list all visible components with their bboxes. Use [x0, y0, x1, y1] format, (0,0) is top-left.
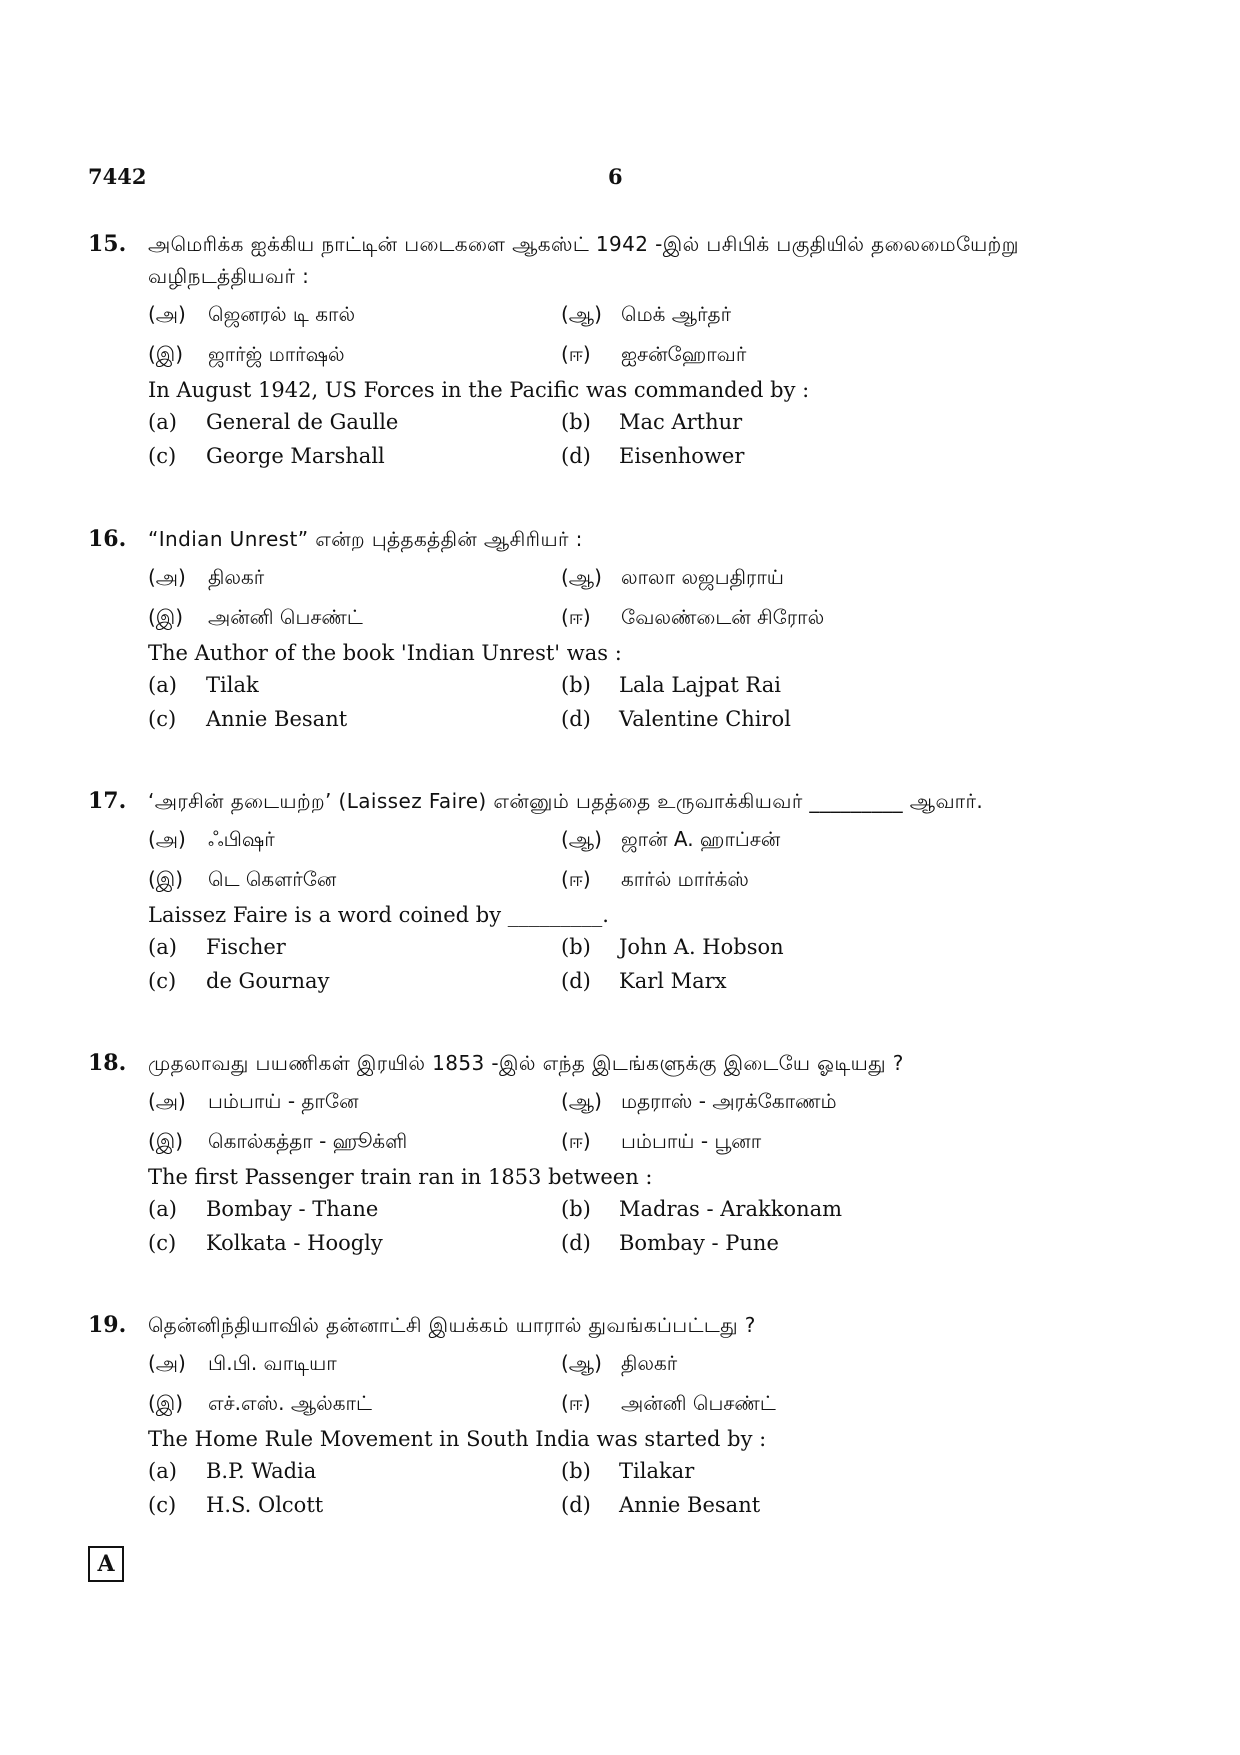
option-text: ஃபிஷர்: [208, 827, 275, 851]
option-label: (a): [148, 1459, 177, 1483]
tamil-options: [148, 1085, 1152, 1157]
option-label: (அ): [148, 565, 186, 589]
option-c: [148, 965, 561, 997]
option-label: (a): [148, 410, 177, 434]
option-d-tamil: [561, 601, 1152, 633]
option-label: (அ): [148, 302, 186, 326]
option-label: (இ): [148, 1129, 184, 1153]
page-header: [88, 164, 1152, 198]
question-17: [88, 785, 1152, 997]
option-c-tamil: [148, 1125, 561, 1157]
english-options: [148, 406, 1152, 472]
option-label: (ஈ): [561, 867, 591, 891]
option-label: (d): [561, 1493, 591, 1517]
option-label: (c): [148, 1493, 177, 1517]
option-b-tamil: [561, 823, 1152, 855]
option-text: General de Gaulle: [206, 410, 399, 434]
option-label: (b): [561, 935, 591, 959]
option-c-tamil: [148, 601, 561, 633]
question-text-tamil: அமெரிக்க ஐக்கிய நாட்டின் படைகளை ஆகஸ்ட் 1942 -இல் பசிபிக் பகுதியில் தலைமையேற்று வழிநடத்தியவர் :: [148, 232, 1019, 288]
option-label: (c): [148, 707, 177, 731]
option-label: (இ): [148, 1391, 184, 1415]
paper-code: 7442: [88, 164, 147, 189]
english-options: [148, 669, 1152, 735]
option-label: (ஆ): [561, 302, 602, 326]
option-c-tamil: [148, 338, 561, 370]
option-b-tamil: [561, 1347, 1152, 1379]
option-text: Karl Marx: [619, 969, 727, 993]
option-b: [561, 931, 1152, 963]
question-text-english: The first Passenger train ran in 1853 between :: [148, 1165, 653, 1189]
option-b-tamil: [561, 561, 1152, 593]
option-label: (இ): [148, 867, 184, 891]
option-text: பம்பாய் - தானே: [208, 1089, 359, 1113]
option-text: எச்.எஸ். ஆல்காட்: [208, 1391, 372, 1415]
option-text: கார்ல் மார்க்ஸ்: [621, 867, 749, 891]
option-label: (a): [148, 673, 177, 697]
option-label: (ஆ): [561, 827, 602, 851]
option-text: லாலா லஜபதிராய்: [621, 565, 784, 589]
option-a-tamil: [148, 298, 561, 330]
option-a-tamil: [148, 1347, 561, 1379]
option-a: [148, 931, 561, 963]
option-text: de Gournay: [206, 969, 330, 993]
option-text: திலகர்: [208, 565, 265, 589]
option-text: Bombay - Thane: [206, 1197, 379, 1221]
option-label: (ஈ): [561, 1391, 591, 1415]
english-options: [148, 931, 1152, 997]
option-text: John A. Hobson: [619, 935, 784, 959]
option-label: (ஆ): [561, 565, 602, 589]
option-text: George Marshall: [206, 444, 385, 468]
option-a: [148, 669, 561, 701]
question-19: [88, 1309, 1152, 1521]
question-number: 15.: [88, 231, 127, 257]
option-label: (b): [561, 1197, 591, 1221]
option-text: Bombay - Pune: [619, 1231, 779, 1255]
option-label: (b): [561, 1459, 591, 1483]
question-number: 18.: [88, 1050, 127, 1076]
question-text-tamil: தென்னிந்தியாவில் தன்னாட்சி இயக்கம் யாரால் துவங்கப்பட்டது ?: [148, 1313, 756, 1337]
option-text: ஜார்ஜ் மார்ஷல்: [208, 342, 345, 366]
option-text: Mac Arthur: [619, 410, 743, 434]
option-c-tamil: [148, 1387, 561, 1419]
question-18: [88, 1047, 1152, 1259]
option-text: Fischer: [206, 935, 286, 959]
option-text: மெக் ஆர்தர்: [621, 302, 732, 326]
question-text-tamil: ‘அரசின் தடையற்ற’ (Laissez Faire) என்னும் பதத்தை உருவாக்கியவர் _________ ஆவார்.: [148, 789, 984, 813]
option-text: Annie Besant: [619, 1493, 761, 1517]
question-set-badge: A: [88, 1546, 124, 1582]
question-text-english: The Author of the book 'Indian Unrest' was :: [148, 641, 622, 665]
option-c: [148, 1227, 561, 1259]
option-b: [561, 1455, 1152, 1487]
option-label: (d): [561, 444, 591, 468]
option-text: Tilak: [206, 673, 259, 697]
option-text: Tilakar: [619, 1459, 695, 1483]
option-d: [561, 703, 1152, 735]
option-c: [148, 440, 561, 472]
option-label: (c): [148, 1231, 177, 1255]
option-b: [561, 406, 1152, 438]
option-d: [561, 1489, 1152, 1521]
option-label: (d): [561, 1231, 591, 1255]
option-a-tamil: [148, 561, 561, 593]
option-label: (c): [148, 444, 177, 468]
option-text: Kolkata - Hoogly: [206, 1231, 383, 1255]
question-text-english: Laissez Faire is a word coined by _________.: [148, 903, 609, 927]
option-label: (ஈ): [561, 342, 591, 366]
option-text: கொல்கத்தா - ஹூக்ளி: [208, 1129, 408, 1153]
option-label: (ஆ): [561, 1351, 602, 1375]
option-label: (இ): [148, 605, 184, 629]
option-label: (a): [148, 935, 177, 959]
option-d: [561, 965, 1152, 997]
option-a-tamil: [148, 1085, 561, 1117]
option-c: [148, 1489, 561, 1521]
question-number: 16.: [88, 526, 127, 552]
option-text: டெ கௌர்னே: [208, 867, 337, 891]
option-a: [148, 1193, 561, 1225]
option-text: ஐசன்ஹோவர்: [621, 342, 747, 366]
option-label: (அ): [148, 827, 186, 851]
option-label: (d): [561, 707, 591, 731]
option-label: (c): [148, 969, 177, 993]
tamil-options: [148, 561, 1152, 633]
option-text: அன்னி பெசண்ட்: [621, 1391, 776, 1415]
english-options: [148, 1455, 1152, 1521]
option-text: ஜெனரல் டி கால்: [208, 302, 356, 326]
question-15: [88, 228, 1152, 472]
option-text: பம்பாய் - பூனா: [621, 1129, 762, 1153]
option-text: Lala Lajpat Rai: [619, 673, 781, 697]
tamil-options: [148, 1347, 1152, 1419]
option-c-tamil: [148, 863, 561, 895]
english-options: [148, 1193, 1152, 1259]
option-text: B.P. Wadia: [206, 1459, 317, 1483]
question-text-english: The Home Rule Movement in South India was started by :: [148, 1427, 767, 1451]
option-label: (இ): [148, 342, 184, 366]
option-label: (ஈ): [561, 605, 591, 629]
option-text: Madras - Arakkonam: [619, 1197, 843, 1221]
option-d-tamil: [561, 863, 1152, 895]
option-text: ஜான் A. ஹாப்சன்: [621, 827, 781, 851]
option-label: (ஈ): [561, 1129, 591, 1153]
option-text: Valentine Chirol: [619, 707, 791, 731]
option-a: [148, 406, 561, 438]
question-text-tamil: “Indian Unrest” என்ற புத்தகத்தின் ஆசிரியர் :: [148, 527, 583, 551]
option-label: (b): [561, 673, 591, 697]
option-label: (அ): [148, 1089, 186, 1113]
option-a: [148, 1455, 561, 1487]
page-number: 6: [608, 164, 623, 189]
option-text: H.S. Olcott: [206, 1493, 324, 1517]
option-b-tamil: [561, 298, 1152, 330]
option-text: Annie Besant: [206, 707, 348, 731]
option-d-tamil: [561, 1387, 1152, 1419]
option-c: [148, 703, 561, 735]
option-text: அன்னி பெசண்ட்: [208, 605, 363, 629]
tamil-options: [148, 298, 1152, 370]
option-d: [561, 1227, 1152, 1259]
question-text-tamil: முதலாவது பயணிகள் இரயில் 1853 -இல் எந்த இடங்களுக்கு இடையே ஓடியது ?: [148, 1051, 904, 1075]
option-d-tamil: [561, 1125, 1152, 1157]
option-label: (b): [561, 410, 591, 434]
option-text: மதராஸ் - அரக்கோணம்: [621, 1089, 837, 1113]
option-text: Eisenhower: [619, 444, 745, 468]
option-d-tamil: [561, 338, 1152, 370]
option-text: வேலண்டைன் சிரோல்: [621, 605, 825, 629]
option-d: [561, 440, 1152, 472]
question-number: 19.: [88, 1312, 127, 1338]
question-number: 17.: [88, 788, 127, 814]
option-b: [561, 669, 1152, 701]
option-a-tamil: [148, 823, 561, 855]
option-label: (ஆ): [561, 1089, 602, 1113]
tamil-options: [148, 823, 1152, 895]
option-text: பி.பி. வாடியா: [208, 1351, 337, 1375]
question-text-english: In August 1942, US Forces in the Pacific was commanded by :: [148, 378, 810, 402]
option-label: (அ): [148, 1351, 186, 1375]
option-text: திலகர்: [621, 1351, 678, 1375]
option-b: [561, 1193, 1152, 1225]
question-16: [88, 523, 1152, 735]
option-label: (d): [561, 969, 591, 993]
option-label: (a): [148, 1197, 177, 1221]
option-b-tamil: [561, 1085, 1152, 1117]
